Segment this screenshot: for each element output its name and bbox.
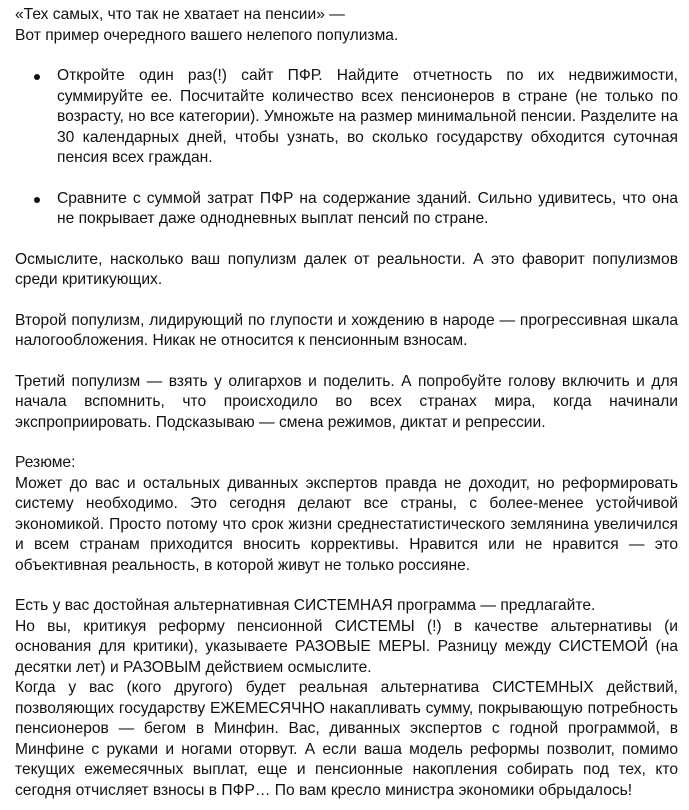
closing-paragraph-offer: Есть у вас достойная альтернативная СИСТЕМНАЯ программа — предлагайте. [15, 597, 596, 614]
intro-quote-line: «Тех самых, что так не хватает на пенсии» — [15, 6, 345, 23]
intro-statement-line: Вот пример очередного вашего нелепого популизма. [15, 26, 399, 44]
paragraph-populism-first: Осмыслите, насколько ваш популизм далек от реальности. А это фаворит популизмов среди критикующих. [15, 250, 678, 288]
resume-heading: Резюме: [15, 454, 76, 471]
bullet-item [15, 189, 678, 230]
bullet-text: Откройте один раз(!) сайт ПФР. Найдите отчетность по их недвижимости, суммируйте ее. Посчитайте количество всех пенсионеров в стране (не только по возрасту, но все категории). Умножьте на размер минимальной пенсии. Разделите на 30 календарных дней, чтобы узнать, во сколько государству обходится суточная пенсия всех граждан. [57, 67, 678, 166]
bullet-list [15, 66, 678, 230]
paragraph-populism-third: Третий популизм — взять у олигархов и поделить. А попробуйте голову включить и для начала вспомнить, что происходило во всех странах мира, когда начинали экспроприировать. Подсказываю — смена режимов, диктат и репрессии. [15, 372, 678, 431]
resume-paragraph: Может до вас и остальных диванных экспертов правда не доходит, но реформировать систему необходимо. Это сегодня делают все страны, с более-менее устойчивой экономикой. Просто потому что срок жизни среднестатистического землянина увеличился и всем странам приходится вносить коррективы. Нравится или не нравится — это объективная реальность, в которой живут не только россияне. [15, 474, 678, 574]
bullet-item [15, 66, 678, 169]
closing-paragraph-alternative: Когда у вас (кого другого) будет реальная альтернатива СИСТЕМНЫХ действий, позволяющих государству ЕЖЕМЕСЯЧНО накапливать сумму, покрывающую потребность пенсионеров — бегом в Минфин. Вас, диванных экспертов с годной программой, в Минфине с руками и ногами оторвут. А если ваша модель реформы позволит, помимо текущих ежемесячных выплат, еще и пенсионные накопления собирать под тех, кто сегодня отчисляет взносы в ПФР… По вам кресло министра экономики обрыдалось! [15, 679, 678, 799]
paragraph-populism-second: Второй популизм, лидирующий по глупости и хождению в народе — прогрессивная шкала налогообложения. Никак не относится к пенсионным взносам. [15, 311, 678, 349]
bullet-dot-icon [34, 197, 40, 203]
bullet-dot-icon [34, 74, 40, 80]
bullet-text: Сравните с суммой затрат ПФР на содержание зданий. Сильно удивитесь, что она не покрывает даже однодневных выплат пенсий по стране. [57, 189, 678, 227]
closing-paragraph-system: Но вы, критикуя реформу пенсионной СИСТЕМЫ (!) в качестве альтернативы (и основания для критики), указываете РАЗОВЫЕ МЕРЫ. Разницу между СИСТЕМОЙ (на десятки лет) и РАЗОВЫМ действием осмыслите. [15, 617, 678, 676]
